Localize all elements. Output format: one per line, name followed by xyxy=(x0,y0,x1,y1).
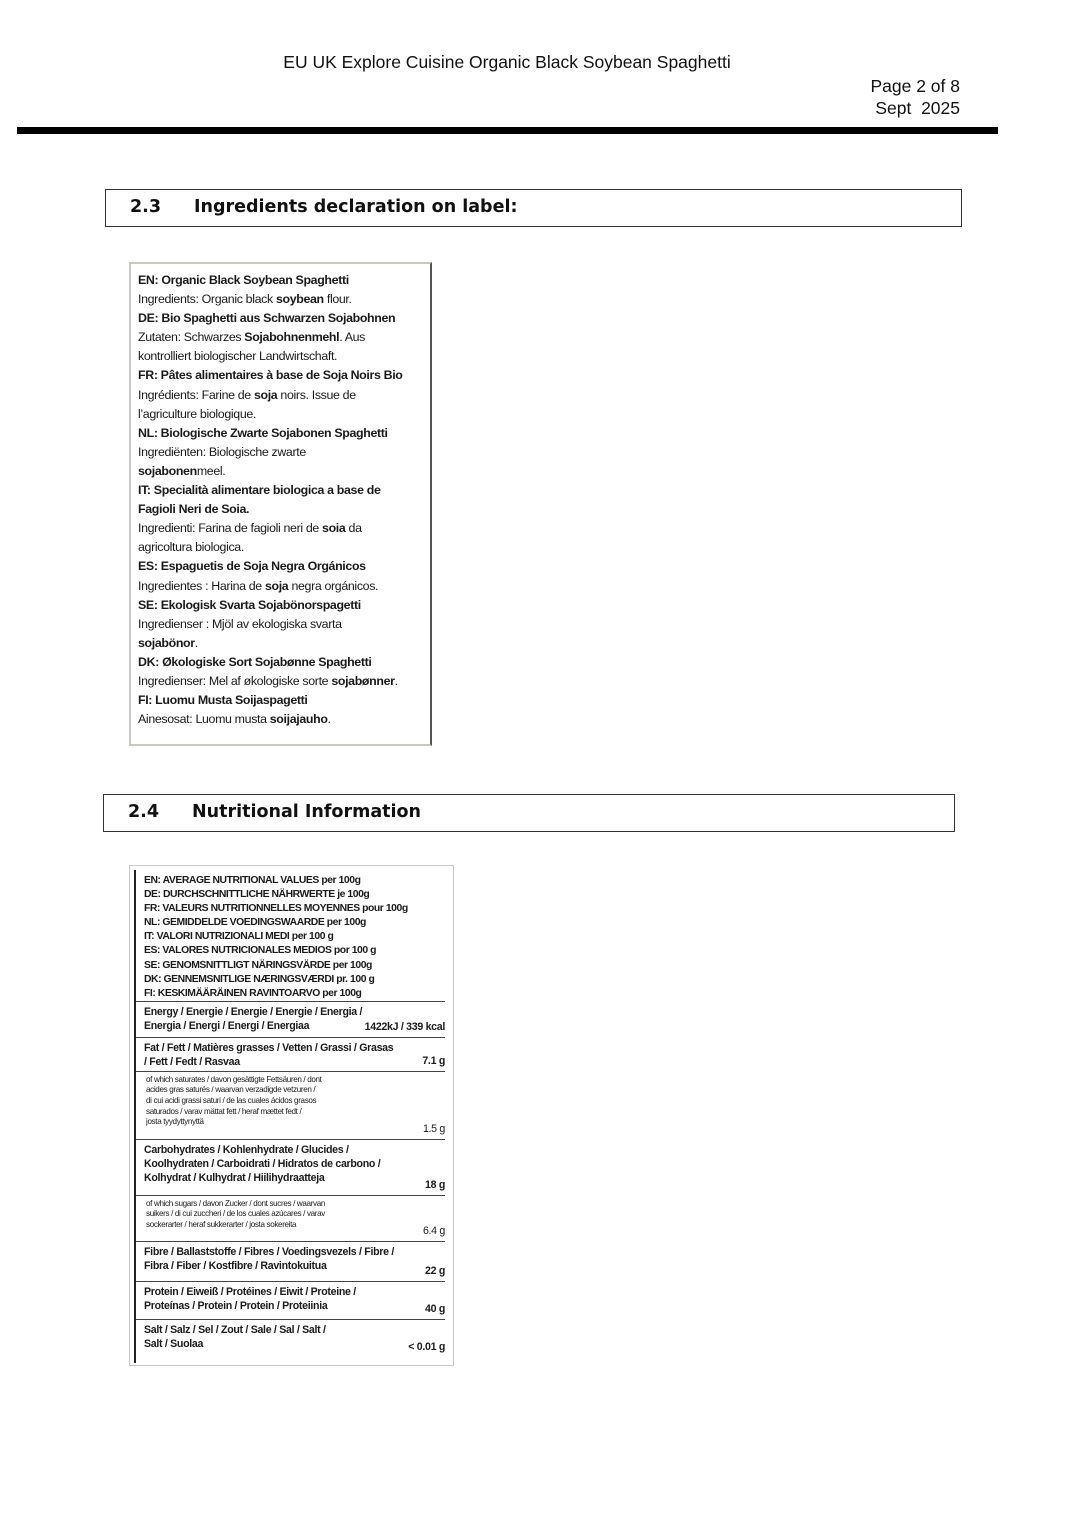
nutrient-value: 7.1 g xyxy=(422,1054,445,1067)
ingredients-line: sojabönor. xyxy=(138,635,198,650)
ingredients-line: DK: Økologiske Sort Sojabønne Spaghetti xyxy=(138,654,372,669)
nutrition-header-line: EN: AVERAGE NUTRITIONAL VALUES per 100g xyxy=(144,875,361,886)
nutrient-label-line: / Fett / Fedt / Rasvaa xyxy=(144,1056,240,1069)
issue-date: Sept 2025 xyxy=(875,98,960,118)
nutrient-label-line: acides gras saturés / waarvan verzadigde vetzuren / xyxy=(146,1085,316,1095)
nutrient-label-line: Salt / Salz / Sel / Zout / Sale / Sal / Salt / xyxy=(144,1323,326,1336)
ingredients-line: sojabonenmeel. xyxy=(138,463,226,478)
nutrition-row-saturates xyxy=(136,1071,445,1139)
nutrient-label-line: Salt / Suolaa xyxy=(144,1338,204,1351)
nutrition-header-line: NL: GEMIDDELDE VOEDINGSWAARDE per 100g xyxy=(144,917,366,929)
nutrition-table xyxy=(134,870,445,1363)
page-number: Page 2 of 8 xyxy=(870,76,960,96)
ingredients-line: EN: Organic Black Soybean Spaghetti xyxy=(138,273,349,287)
nutrient-label-line: Energia / Energi / Energi / Energiaa xyxy=(144,1020,310,1033)
nutrition-row-fat xyxy=(136,1037,445,1071)
ingredients-line: Ingrediënten: Biologische zwarte xyxy=(138,444,306,459)
nutrient-label-line: Koolhydraten / Carboidrati / Hidratos de carbono / xyxy=(144,1158,381,1171)
ingredients-line: Ingredienti: Farina de fagioli neri de soia da xyxy=(138,521,362,536)
ingredients-line: NL: Biologische Zwarte Sojabonen Spaghetti xyxy=(138,425,388,440)
ingredients-line: Fagioli Neri de Soia. xyxy=(138,502,250,517)
nutrition-header-line: ES: VALORES NUTRICIONALES MEDIOS por 100 g xyxy=(144,945,377,957)
ingredients-line: Ingredients: Organic black soybean flour. xyxy=(138,292,352,307)
nutrition-header-line: FR: VALEURS NUTRITIONNELLES MOYENNES pour 100g xyxy=(144,903,408,915)
ingredients-line: Zutaten: Schwarzes Sojabohnenmehl. Aus xyxy=(138,330,366,345)
ingredients-line: FR: Pâtes alimentaires à base de Soja Noirs Bio xyxy=(138,368,403,383)
nutrition-header-line: DK: GENNEMSNITLIGE NÆRINGSVÆRDI pr. 100 g xyxy=(144,973,375,985)
nutrient-label-line: Fibra / Fiber / Kostfibre / Ravintokuitua xyxy=(144,1260,327,1273)
nutrition-row-carbohydrates xyxy=(136,1139,445,1195)
nutrient-label xyxy=(144,1075,445,1128)
ingredients-line: SE: Ekologisk Svarta Sojabönorspagetti xyxy=(138,597,361,612)
section-number: 2.3 xyxy=(130,197,162,217)
ingredients-line: kontrolliert biologischer Landwirtschaft. xyxy=(138,349,338,364)
nutrient-label-line: of which saturates / davon gesättigte Fettsäuren / dont xyxy=(146,1074,322,1084)
nutrient-label-line: Energy / Energie / Energie / Energie / Energia / xyxy=(144,1005,363,1018)
nutrition-label-image xyxy=(129,865,454,1366)
nutrient-label xyxy=(144,1323,445,1351)
nutrient-value: 22 g xyxy=(425,1264,445,1277)
nutrient-label-line: Fibre / Ballaststoffe / Fibres / Voedingsvezels / Fibre / xyxy=(144,1245,394,1258)
nutrition-row-protein xyxy=(136,1281,445,1319)
ingredients-line: Ainesosat: Luomu musta soijajauho. xyxy=(138,712,331,727)
ingredients-line: Ingredienser: Mel af økologiske sorte sojabønner. xyxy=(138,673,398,688)
nutrition-row-fibre xyxy=(136,1241,445,1281)
nutrient-label-line: Carbohydrates / Kohlenhydrate / Glucides / xyxy=(144,1143,349,1156)
nutrient-label-line: di cui acidi grassi saturi / de las cuales ácidos grasos xyxy=(146,1096,317,1106)
nutrition-header-line: SE: GENOMSNITTLIGT NÄRINGSVÄRDE per 100g xyxy=(144,959,372,971)
nutrient-value: < 0.01 g xyxy=(408,1340,445,1353)
nutrition-header-line: FI: KESKIMÄÄRÄINEN RAVINTOARVO per 100g xyxy=(144,987,362,999)
section-number: 2.4 xyxy=(128,802,160,822)
ingredients-line: DE: Bio Spaghetti aus Schwarzen Sojabohnen xyxy=(138,311,396,326)
nutrient-label xyxy=(144,1285,445,1313)
nutrient-label-line: of which sugars / davon Zucker / dont sucres / waarvan xyxy=(146,1198,326,1208)
ingredients-line: Ingrédients: Farine de soja noirs. Issue de xyxy=(138,387,356,402)
nutrition-table-header xyxy=(136,870,445,1001)
nutrient-value: 1.5 g xyxy=(422,1122,445,1135)
nutrient-label-line: suikers / di cui zuccheri / de los cuales azúcares / varav xyxy=(146,1209,325,1219)
document-title: EU UK Explore Cuisine Organic Black Soybean Spaghetti xyxy=(283,52,731,72)
nutrition-header-line: DE: DURCHSCHNITTLICHE NÄHRWERTE je 100g xyxy=(144,889,370,901)
nutrient-label-line: sockerarter / heraf sukkerarter / josta sokereita xyxy=(146,1220,297,1230)
page-meta xyxy=(870,75,960,119)
ingredients-line: Ingredienser : Mjöl av ekologiska svarta xyxy=(138,616,342,631)
section-title: Nutritional Information xyxy=(192,802,421,822)
nutrient-value: 6.4 g xyxy=(422,1224,445,1237)
ingredients-line: agricoltura biologica. xyxy=(138,540,244,555)
ingredients-line: l’agriculture biologique. xyxy=(138,406,256,421)
nutrient-label-line: Proteínas / Protein / Protein / Proteiinia xyxy=(144,1300,328,1313)
nutrition-row-sugars xyxy=(136,1195,445,1241)
nutrient-label xyxy=(144,1041,445,1069)
nutrient-label xyxy=(144,1199,445,1231)
section-2-4-heading xyxy=(103,794,955,832)
nutrient-value: 1422kJ / 339 kcal xyxy=(364,1020,445,1033)
nutrient-label-line: saturados / varav mättat fett / heraf mættet fedt / xyxy=(146,1106,302,1116)
ingredients-line: FI: Luomu Musta Soijaspagetti xyxy=(138,693,308,708)
ingredients-line: Ingredientes : Harina de soja negra orgánicos. xyxy=(138,578,379,593)
nutrient-label-line: Fat / Fett / Matières grasses / Vetten / Grassi / Grasas xyxy=(144,1041,394,1054)
nutrient-value: 40 g xyxy=(425,1302,445,1315)
nutrient-label xyxy=(144,1143,445,1186)
nutrition-row-energy xyxy=(136,1001,445,1037)
nutrient-label xyxy=(144,1245,445,1273)
nutrition-row-salt xyxy=(136,1319,445,1357)
ingredients-line: IT: Specialità alimentare biologica a base de xyxy=(138,483,381,498)
header-rule xyxy=(17,127,998,134)
ingredients-line: ES: Espaguetis de Soja Negra Orgánicos xyxy=(138,559,366,574)
nutrient-label-line: Kolhydrat / Kulhydrat / Hiilihydraatteja xyxy=(144,1172,325,1185)
section-title: Ingredients declaration on label: xyxy=(194,197,518,217)
section-2-3-heading xyxy=(105,189,962,227)
nutrient-label-line: Protein / Eiweiß / Protéines / Eiwit / Proteine / xyxy=(144,1285,356,1298)
nutrition-header-line: IT: VALORI NUTRIZIONALI MEDI per 100 g xyxy=(144,931,334,943)
nutrient-label-line: josta tyydyttynyttä xyxy=(146,1117,204,1127)
ingredients-label-image xyxy=(129,262,432,746)
nutrient-value: 18 g xyxy=(425,1178,445,1191)
